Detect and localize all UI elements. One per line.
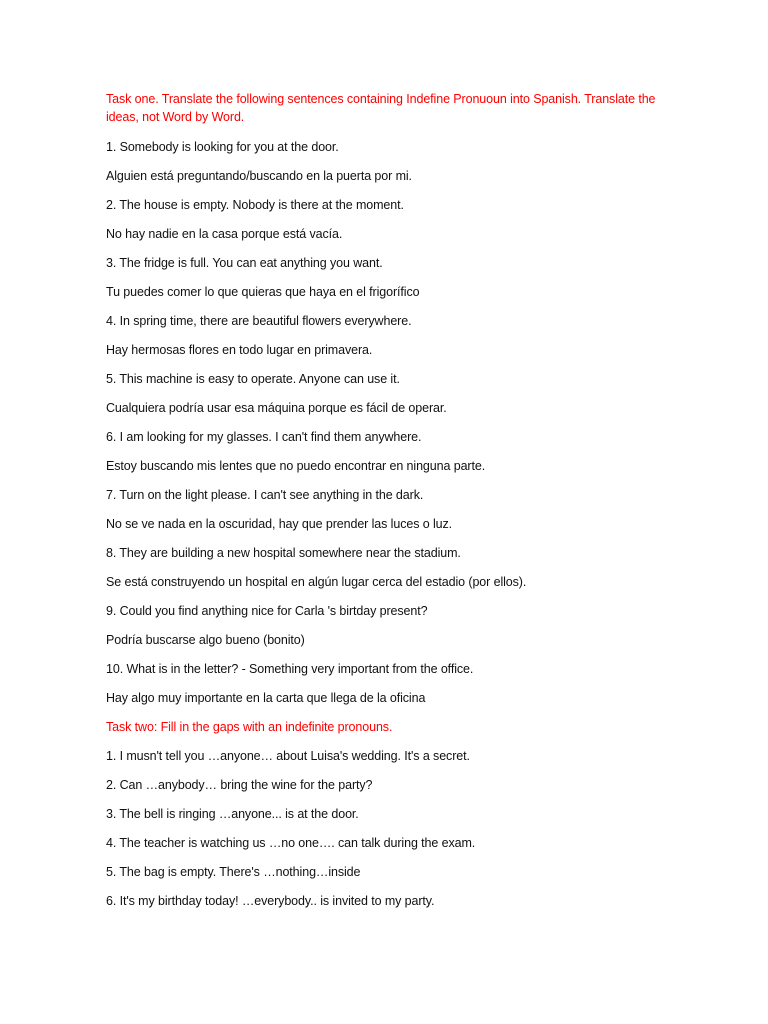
task-one-item-5-english: 5. This machine is easy to operate. Anyone can use it. [106,372,400,386]
task-one-item-6-spanish: Estoy buscando mis lentes que no puedo encontrar en ninguna parte. [106,459,486,473]
task-one-item-2-spanish: No hay nadie en la casa porque está vacía. [106,227,343,241]
task-one-item-10-english: 10. What is in the letter? - Something very important from the office. [106,662,474,676]
task-one-item-10-spanish: Hay algo muy importante en la carta que llega de la oficina [106,691,426,705]
task-one-item-5-spanish: Cualquiera podría usar esa máquina porque es fácil de operar. [106,401,447,415]
task-one-item-1-english: 1. Somebody is looking for you at the door. [106,140,339,154]
task-two-item-3: 3. The bell is ringing …anyone... is at the door. [106,807,359,821]
task-two-heading: Task two: Fill in the gaps with an indefinite pronouns. [106,720,393,734]
task-one-item-2-english: 2. The house is empty. Nobody is there at the moment. [106,198,404,212]
document-page [106,90,686,921]
task-one-item-6-english: 6. I am looking for my glasses. I can't find them anywhere. [106,430,422,444]
task-one-item-7-spanish: No se ve nada en la oscuridad, hay que prender las luces o luz. [106,517,453,531]
task-two-item-6: 6. It's my birthday today! …everybody.. is invited to my party. [106,894,435,908]
task-one-item-8-spanish: Se está construyendo un hospital en algún lugar cerca del estadio (por ellos). [106,575,527,589]
task-one-item-9-spanish: Podría buscarse algo bueno (bonito) [106,633,305,647]
task-one-item-4-spanish: Hay hermosas flores en todo lugar en primavera. [106,343,373,357]
task-one-item-4-english: 4. In spring time, there are beautiful flowers everywhere. [106,314,412,328]
task-one-heading: Task one. Translate the following sentences containing Indefine Pronuoun into Spanish. Translate the ideas, not Word by Word. [106,92,656,124]
task-one-item-7-english: 7. Turn on the light please. I can't see anything in the dark. [106,488,424,502]
task-one-item-3-english: 3. The fridge is full. You can eat anything you want. [106,256,383,270]
task-two-item-5: 5. The bag is empty. There's …nothing…inside [106,865,361,879]
task-one-item-8-english: 8. They are building a new hospital somewhere near the stadium. [106,546,461,560]
task-two-item-2: 2. Can …anybody… bring the wine for the party? [106,778,373,792]
task-one-item-3-spanish: Tu puedes comer lo que quieras que haya en el frigorífico [106,285,420,299]
task-two-item-4: 4. The teacher is watching us …no one…. can talk during the exam. [106,836,476,850]
task-one-item-9-english: 9. Could you find anything nice for Carla 's birtday present? [106,604,428,618]
task-two-item-1: 1. I musn't tell you …anyone… about Luisa's wedding. It's a secret. [106,749,470,763]
task-one-item-1-spanish: Alguien está preguntando/buscando en la puerta por mi. [106,169,412,183]
